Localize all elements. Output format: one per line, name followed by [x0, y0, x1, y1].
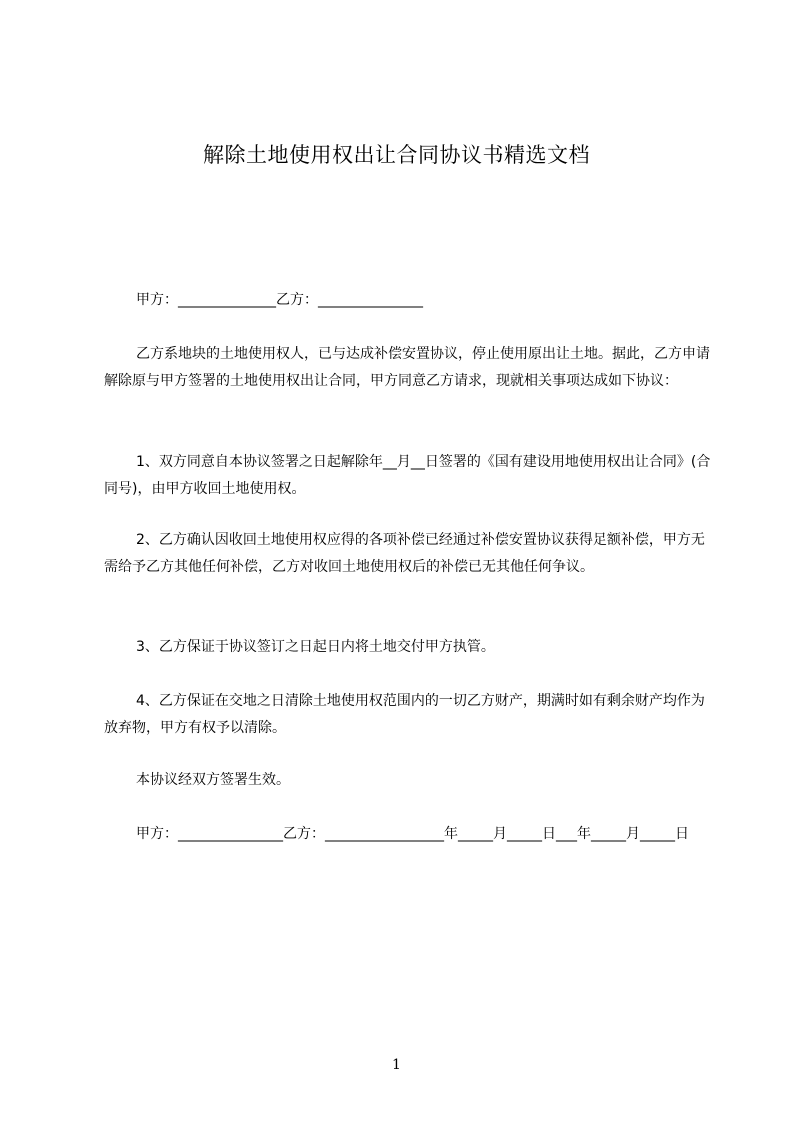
clause-4: 4、乙方保证在交地之日清除土地使用权范围内的一切乙方财产，期满时如有剩余财产均作为放弃物，甲方有权予以清除。	[104, 693, 705, 736]
clause-1: 1、双方同意自本协议签署之日起解除年__月__日签署的《国有建设用地使用权出让合同》(合同号)，由甲方收回土地使用权。	[104, 454, 711, 497]
signature-line: 甲方：_______________乙方：_________________年_____月_____日___年_____月_____日	[136, 826, 689, 842]
page-number: 1	[392, 1057, 401, 1073]
effective-statement: 本协议经双方签署生效。	[136, 772, 290, 788]
intro-paragraph: 乙方系地块的土地使用权人，已与达成补偿安置协议，停止使用原出让土地。据此，乙方申请解除原与甲方签署的土地使用权出让合同，甲方同意乙方请求，现就相关事项达成如下协议：	[104, 346, 710, 389]
clause-3: 3、乙方保证于协议签订之日起日内将土地交付甲方执管。	[136, 639, 495, 655]
clause-2: 2、乙方确认因收回土地使用权应得的各项补偿已经通过补偿安置协议获得足额补偿，甲方无需给予乙方其他任何补偿，乙方对收回土地使用权后的补偿已无其他任何争议。	[104, 532, 705, 575]
document-title: 解除土地使用权出让合同协议书精选文档	[203, 143, 590, 167]
parties-line: 甲方：______________乙方：_______________	[136, 292, 423, 308]
